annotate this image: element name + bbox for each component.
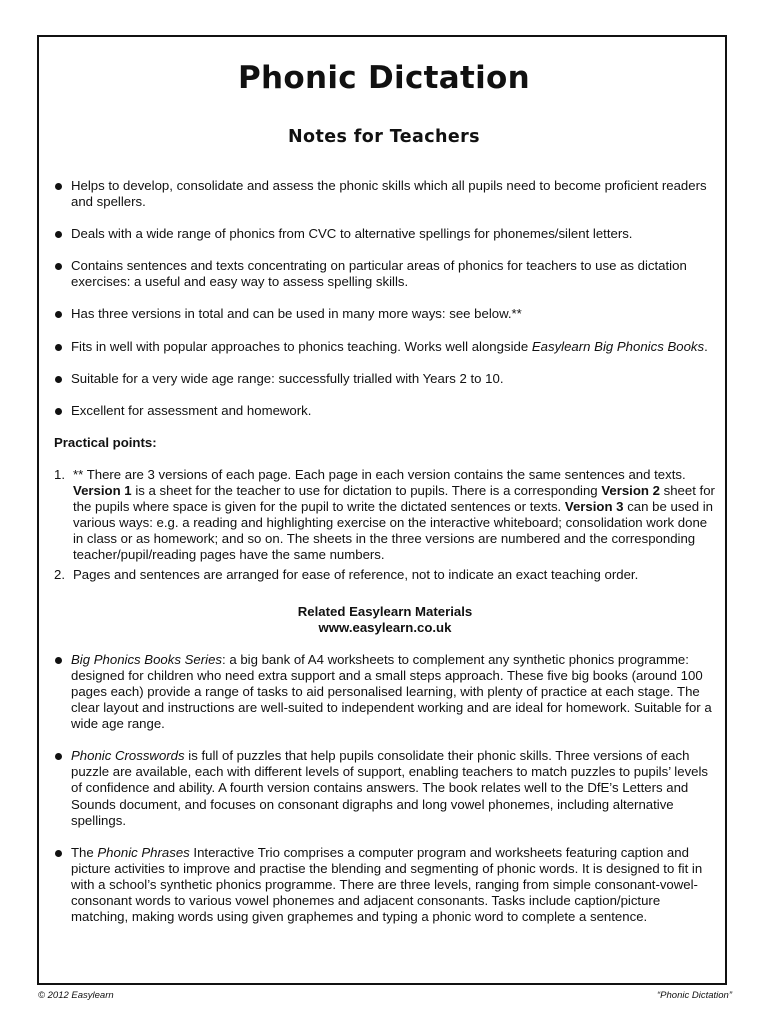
practical-point-2: 2. Pages and sentences are arranged for ease of reference, not to indicate an exact teaching order. <box>54 566 639 582</box>
bullet-icon <box>55 231 62 238</box>
note-item: Helps to develop, consolidate and assess the phonic skills which all pupils need to become proficient readers and spellers. <box>54 178 716 210</box>
title-footer: “Phonic Dictation” <box>657 990 732 1001</box>
note-item: Suitable for a very wide age range: successfully trialled with Years 2 to 10. <box>54 371 716 387</box>
related-heading: Related Easylearn Materials <box>297 603 473 619</box>
content <box>54 178 716 925</box>
bullet-icon <box>55 657 62 664</box>
note-item: Fits in well with popular approaches to phonics teaching. Works well alongside Easylearn Big Phonics Books. <box>54 339 716 355</box>
note-item: Excellent for assessment and homework. <box>54 403 716 419</box>
related-item: The Phonic Phrases Interactive Trio comprises a computer program and worksheets featuring caption and picture activities to improve and practise the blending and segmenting of phonic words. It is designed to fit in with a school’s synthetic phonics programme. There are three levels, ranging from simple consonant-vowel-consonant words to various vowel phonemes and adjacent consonants. Tasks include caption/picture matching, making words using given graphemes and typing a phonic word to complete a sentence. <box>54 845 716 925</box>
related-item: Phonic Crosswords is full of puzzles that help pupils consolidate their phonic skills. Three versions of each puzzle are available, each with different levels of support, enabling teachers to match puzzles to pupils’ levels of confidence and ability. A fourth version contains answers. The book relates well to the DfE’s Letters and Sounds document, and focuses on consonant digraphs and long vowel phonemes, including alternative spellings. <box>54 748 716 828</box>
note-item: Has three versions in total and can be used in many more ways: see below.** <box>54 306 716 322</box>
note-item: Deals with a wide range of phonics from CVC to alternative spellings for phonemes/silent letters. <box>54 226 716 242</box>
bullet-icon <box>55 344 62 351</box>
practical-point-1: 1. ** There are 3 versions of each page. Each page in each version contains the same sentences and texts. Version 1 is a sheet for the teacher to use for dictation to pupils. There is a corresponding Version 2 sheet for the pupils where space is given for the pupil to write the dictated sentences or texts. Version 3 can be used in various ways: e.g. a reading and highlighting exercise on the interactive whiteboard; consolidation work done in class or as homework; and so on. The sheets in the three versions are numbered and the corresponding teacher/pupil/reading pages have the same numbers. <box>54 466 715 563</box>
bullet-icon <box>55 850 62 857</box>
bullet-icon <box>55 376 62 383</box>
copyright-footer: © 2012 Easylearn <box>38 990 114 1001</box>
related-item: Big Phonics Books Series: a big bank of A4 worksheets to complement any synthetic phonics programme: designed for children who need extra support and a small steps approach. These five big books (around 100 pages each) provide a range of tasks to aid personalised learning, with plenty of practice at each stage. The clear layout and instructions are well-suited to independent working and are ideal for homework. Suitable for a wide age range. <box>54 652 716 732</box>
page-title: Phonic Dictation <box>237 60 531 96</box>
bullet-icon <box>55 311 62 318</box>
bullet-icon <box>55 183 62 190</box>
bullet-icon <box>55 263 62 270</box>
page-subtitle: Notes for Teachers <box>287 127 480 147</box>
note-item: Contains sentences and texts concentrating on particular areas of phonics for teachers to use as dictation exercises: a useful and easy way to assess spelling skills. <box>54 258 716 290</box>
related-url: www.easylearn.co.uk <box>318 619 452 635</box>
practical-heading: Practical points: <box>54 434 157 450</box>
bullet-icon <box>55 408 62 415</box>
bullet-icon <box>55 753 62 760</box>
